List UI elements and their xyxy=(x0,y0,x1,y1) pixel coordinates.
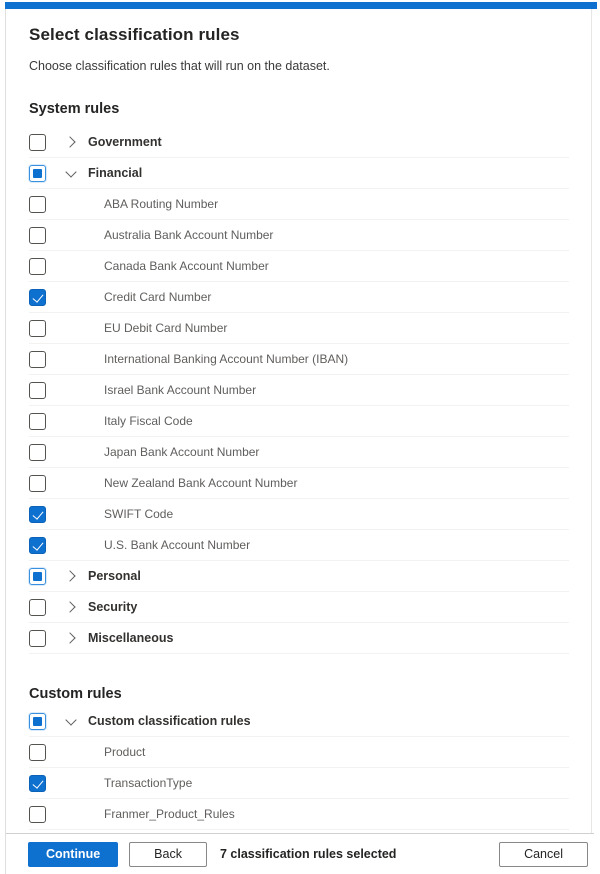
checkbox[interactable] xyxy=(29,630,46,647)
rule-label: Security xyxy=(88,600,138,614)
rule-label: Franmer_Product_Rules xyxy=(104,807,235,821)
rule-label: Government xyxy=(88,135,162,149)
custom-rules-list xyxy=(29,706,569,830)
checkbox[interactable] xyxy=(29,258,46,275)
rule-label: Israel Bank Account Number xyxy=(104,383,257,397)
checkbox[interactable] xyxy=(29,289,46,306)
rule-row-japan-bank-account-number[interactable] xyxy=(29,437,569,468)
rule-row-financial[interactable] xyxy=(29,158,569,189)
checkbox[interactable] xyxy=(29,713,46,730)
rule-row-us-bank-account-number[interactable] xyxy=(29,530,569,561)
rule-row-eu-debit-card-number[interactable] xyxy=(29,313,569,344)
rule-row-israel-bank-account-number[interactable] xyxy=(29,375,569,406)
dialog-footer xyxy=(6,833,594,874)
checkbox[interactable] xyxy=(29,413,46,430)
rule-row-italy-fiscal-code[interactable] xyxy=(29,406,569,437)
checkbox[interactable] xyxy=(29,444,46,461)
rule-label: Italy Fiscal Code xyxy=(104,414,193,428)
rule-label: Japan Bank Account Number xyxy=(104,445,260,459)
rule-row-government[interactable] xyxy=(29,127,569,158)
rule-row-product[interactable] xyxy=(29,737,569,768)
cancel-button[interactable]: Cancel xyxy=(499,842,588,867)
rule-row-franmer-product-rules[interactable] xyxy=(29,799,569,830)
chevron-down-icon[interactable] xyxy=(61,719,81,724)
chevron-right-icon[interactable] xyxy=(61,634,81,642)
rule-row-australia-bank-account-number[interactable] xyxy=(29,220,569,251)
dialog-accent-bar xyxy=(5,2,597,9)
rule-label: TransactionType xyxy=(104,776,193,790)
checkbox[interactable] xyxy=(29,775,46,792)
rule-row-personal[interactable] xyxy=(29,561,569,592)
rule-label: Financial xyxy=(88,166,143,180)
rule-label: EU Debit Card Number xyxy=(104,321,228,335)
checkbox[interactable] xyxy=(29,351,46,368)
system-rules-heading: System rules xyxy=(29,101,120,117)
rule-label: Credit Card Number xyxy=(104,290,212,304)
chevron-right-icon[interactable] xyxy=(61,138,81,146)
rule-row-custom-classification-rules[interactable] xyxy=(29,706,569,737)
checkbox[interactable] xyxy=(29,506,46,523)
checkbox[interactable] xyxy=(29,382,46,399)
checkbox[interactable] xyxy=(29,599,46,616)
rule-label: Miscellaneous xyxy=(88,631,174,645)
system-rules-list xyxy=(29,127,569,654)
checkbox[interactable] xyxy=(29,744,46,761)
rule-label: Australia Bank Account Number xyxy=(104,228,274,242)
back-button[interactable]: Back xyxy=(129,842,207,867)
chevron-right-icon[interactable] xyxy=(61,603,81,611)
dialog-content xyxy=(6,9,591,832)
continue-button[interactable]: Continue xyxy=(28,842,118,867)
checkbox[interactable] xyxy=(29,134,46,151)
panel-right-border xyxy=(591,9,592,874)
rule-label: Canada Bank Account Number xyxy=(104,259,269,273)
rule-row-iban[interactable] xyxy=(29,344,569,375)
checkbox[interactable] xyxy=(29,806,46,823)
rule-row-aba-routing-number[interactable] xyxy=(29,189,569,220)
page-subtitle: Choose classification rules that will run on the dataset. xyxy=(29,59,330,73)
rule-label: SWIFT Code xyxy=(104,507,174,521)
rule-label: U.S. Bank Account Number xyxy=(104,538,251,552)
page-title: Select classification rules xyxy=(29,25,240,44)
chevron-down-icon[interactable] xyxy=(61,171,81,176)
checkbox[interactable] xyxy=(29,537,46,554)
rule-label: ABA Routing Number xyxy=(104,197,219,211)
rule-row-credit-card-number[interactable] xyxy=(29,282,569,313)
checkbox[interactable] xyxy=(29,320,46,337)
selection-count-status: 7 classification rules selected xyxy=(219,847,397,861)
rule-row-swift-code[interactable] xyxy=(29,499,569,530)
rule-row-new-zealand-bank-account-number[interactable] xyxy=(29,468,569,499)
rule-label: International Banking Account Number (IBAN) xyxy=(104,352,349,366)
rule-label: New Zealand Bank Account Number xyxy=(104,476,298,490)
rule-row-miscellaneous[interactable] xyxy=(29,623,569,654)
custom-rules-heading: Custom rules xyxy=(29,686,122,702)
rule-row-security[interactable] xyxy=(29,592,569,623)
chevron-right-icon[interactable] xyxy=(61,572,81,580)
rule-label: Product xyxy=(104,745,146,759)
rule-label: Custom classification rules xyxy=(88,714,251,728)
checkbox[interactable] xyxy=(29,568,46,585)
checkbox[interactable] xyxy=(29,196,46,213)
checkbox[interactable] xyxy=(29,165,46,182)
rule-row-transactiontype[interactable] xyxy=(29,768,569,799)
rule-row-canada-bank-account-number[interactable] xyxy=(29,251,569,282)
rule-label: Personal xyxy=(88,569,141,583)
checkbox[interactable] xyxy=(29,475,46,492)
checkbox[interactable] xyxy=(29,227,46,244)
